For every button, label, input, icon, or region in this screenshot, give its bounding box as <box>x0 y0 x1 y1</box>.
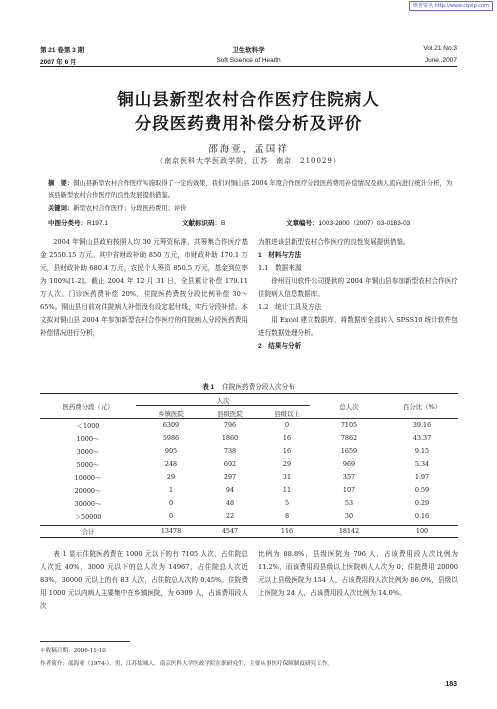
cell-percent: 0.16 <box>414 512 430 520</box>
cell-percent: 43.37 <box>412 434 432 442</box>
article-no-label: 文章编号： <box>286 220 319 227</box>
cell-county: 22 <box>225 512 235 520</box>
watermark-badge: 维普资讯 http://www.cqvip.com <box>409 1 493 11</box>
section-1-1-heading: 1.1 数据来源 <box>258 264 302 272</box>
cell-total: 969 <box>342 460 356 468</box>
section-2-heading: 2 结果与分析 <box>258 343 302 350</box>
cell-total: 30 <box>344 512 354 520</box>
cell-town: 0 <box>168 512 174 520</box>
table-group-rule <box>136 405 310 406</box>
col-header-visits-group: 人次 <box>216 397 230 405</box>
results-continuation: 比例为 88.8%，县级医院为 796 人，占该费用段人次比例为 11.2%，而该费用段县级以上医院病人人次为 0；住院费用 20000 元以上县级医院为 154 人，占该费用段人次比例为 86.0%，县级以上医院为 24 人，占该费用段人次比例为 14.0%。 <box>258 550 458 597</box>
cell-county: 297 <box>223 473 237 481</box>
header-volume-en: Vol.21 No.3 <box>423 45 457 52</box>
keywords-text: 新型农村合作医疗；分段医药费用；评价 <box>73 205 187 212</box>
footnote-rule <box>40 641 130 642</box>
cell-county: 796 <box>223 421 237 429</box>
cell-fee-range: 20000～ <box>74 487 102 495</box>
col-header-fee-range: 医药费分段（元） <box>62 403 114 411</box>
cell-town: 29 <box>166 473 176 481</box>
data-source-paragraph: 徐州百川软件公司提供的 2004 年铜山县参加新型农村合作医疗住院病人信息数据库。 <box>258 277 458 298</box>
cell-percent: 5.34 <box>414 460 430 468</box>
header-volume-cn: 第 21 卷第 3 期 <box>40 47 85 54</box>
cell-fee-range: 30000～ <box>74 500 102 508</box>
paper-title-line1: 铜山县新型农村合作医疗住院病人 <box>117 91 380 109</box>
table-bottom-rule <box>40 537 458 538</box>
cell-total: 53 <box>344 499 354 507</box>
body-right-top <box>258 236 458 376</box>
cell-total: 7105 <box>340 421 358 429</box>
table-caption <box>0 381 497 391</box>
header-journal-en: Soft Science of Health <box>216 57 281 64</box>
cell-county: 48 <box>225 499 235 507</box>
clc-code <box>48 218 108 227</box>
doc-code-value: B <box>221 220 226 227</box>
cell-county: 692 <box>223 460 237 468</box>
cell-county: 738 <box>223 447 237 455</box>
cell-total-label: 合计 <box>81 528 95 536</box>
cell-fee-range: ＜1000 <box>76 422 100 430</box>
cell-above-county: 8 <box>284 512 290 520</box>
body-left-top <box>40 236 248 376</box>
cell-town: 13478 <box>160 527 182 535</box>
cell-above-county: 11 <box>282 486 292 494</box>
abstract-label: 摘 要： <box>48 180 74 187</box>
section-1-heading: 1 材料与方法 <box>258 252 302 259</box>
cell-above-county: 29 <box>282 460 292 468</box>
cell-total: 7862 <box>340 434 358 442</box>
authors: 邵海亚，孟国祥 <box>208 144 289 155</box>
body-right-bottom <box>258 548 458 640</box>
cell-town: 1 <box>168 486 174 494</box>
abstract-text: 铜山县新型农村合作医疗实施取得了一定的效果，我们对铜山县 2004 年度合作医疗分段医药费用补偿情况及病人流向进行统计分析，为该县新型农村合作医疗的良性发展提供借鉴。 <box>48 180 453 199</box>
cell-fee-range: 5000～ <box>76 461 100 469</box>
keywords <box>48 203 458 215</box>
document-code <box>182 218 225 227</box>
page-number: 183 <box>445 681 457 688</box>
intro-continuation: 为推进该县新型农村合作医疗的良性发展提供借鉴。 <box>258 238 410 246</box>
cell-town: 905 <box>164 447 178 455</box>
intro-paragraph: 2004 年铜山县政府按照人均 30 元筹资标准，共筹集合作医疗基金 2550.15 万元。其中省财政补助 850 万元，市财政补助 170.1 万元，县财政补助 680.4 万元，农民个人筹资 850.5 万元，基金到位率为 100%[1-2]。截止 2004 年 12 月 31 日，全县累计补偿 179.11 万人次。门诊医药费补偿 20%，住院医药费按分段比例补偿 30～65%。铜山县目前对住院病人补偿没有设定起付线，实行分段补偿。本文拟对铜山县 2004 年参加新型农村合作医疗的住院病人分段医药费用补偿情况进行分析， <box>40 238 248 337</box>
cell-total: 18142 <box>338 527 360 535</box>
cell-town: 6309 <box>162 421 180 429</box>
table-top-rule <box>40 393 458 394</box>
footnote-received: ＊收稿日期：2006-11-10 <box>40 648 106 654</box>
table-total-rule <box>40 525 458 526</box>
section-1-2-heading: 1.2 统计工具及方法 <box>258 303 322 311</box>
cell-percent: 0.29 <box>414 499 430 507</box>
cell-above-county: 16 <box>282 447 292 455</box>
cell-fee-range: 1000～ <box>76 435 100 443</box>
cell-total: 107 <box>342 486 356 494</box>
table-title: 住院医药费分段人次分布 <box>222 383 295 391</box>
cell-above-county: 0 <box>284 421 290 429</box>
header-journal-cn: 卫生软科学 <box>232 47 265 54</box>
cell-town: 0 <box>168 499 174 507</box>
col-header-percent: 百分比（%） <box>402 403 442 411</box>
cell-total: 357 <box>342 473 356 481</box>
table-number: 表 1 <box>202 384 215 391</box>
keywords-label: 关键词： <box>48 205 74 212</box>
cell-fee-range: 10000～ <box>74 474 102 482</box>
cell-above-county: 116 <box>280 527 294 535</box>
cell-total: 1659 <box>340 447 358 455</box>
cell-above-county: 5 <box>284 499 290 507</box>
col-header-county-hospital: 县级医院 <box>217 410 243 418</box>
header-date-en: June.,2007 <box>424 57 457 64</box>
cell-percent: 100 <box>415 527 429 535</box>
affiliation: （南京医科大学医政学院，江苏 南京 210029） <box>156 157 341 165</box>
header-rule <box>40 66 457 67</box>
table-header-rule <box>40 418 458 419</box>
body-left-bottom <box>40 548 248 640</box>
results-paragraph: 表 1 显示住院医药费在 1000 元以下的有 7105 人次，占住院总人次近 40%，3000 元以下的总人次为 14967，占住院总人次近 83%，30000 元以上的有 83 人次，占住院总人次的 0.45%。住院费用 1000 元以内病人主要集中在乡镇医院，为 6309 人，占该费用段人次 <box>40 550 248 610</box>
cell-fee-range: 3000～ <box>76 448 100 456</box>
cell-above-county: 16 <box>282 434 292 442</box>
header-date-cn: 2007 年 6 月 <box>40 59 77 66</box>
article-number <box>286 218 410 227</box>
cell-county: 1860 <box>221 434 239 442</box>
cell-town: 5986 <box>162 434 180 442</box>
methods-paragraph: 用 Excel 建立数据库，将数据库全部转入 SPSS10 统计软件包进行数据处理分析。 <box>258 316 458 337</box>
cell-county: 4547 <box>221 527 239 535</box>
article-no-value: 1003-2800（2007）03-0183-03 <box>318 220 411 227</box>
clc-label: 中图分类号： <box>48 220 87 227</box>
cell-percent: 39.16 <box>412 421 432 429</box>
footnote-author: 作者简介：邵海亚（1974-），男，江苏盐城人，南京医科大学医政学院在职研究生，主要从事医疗保障制度研究工作。 <box>40 661 334 667</box>
clc-value: R197.1 <box>87 220 108 227</box>
cell-percent: 0.59 <box>414 486 430 494</box>
paper-title-line2: 分段医药费用补偿分析及评价 <box>134 115 363 133</box>
col-header-town-hospital: 乡镇医院 <box>158 410 184 418</box>
doc-code-label: 文献标识码： <box>182 220 221 227</box>
abstract <box>48 178 458 202</box>
cell-percent: 1.97 <box>414 473 430 481</box>
cell-county: 94 <box>225 486 235 494</box>
cell-fee-range: ＞50000 <box>74 513 102 521</box>
col-header-above-county: 县级以上 <box>274 410 300 418</box>
cell-above-county: 31 <box>282 473 292 481</box>
cell-percent: 9.15 <box>414 447 430 455</box>
cell-town: 248 <box>164 460 178 468</box>
col-header-total-visits: 总人次 <box>339 403 359 411</box>
